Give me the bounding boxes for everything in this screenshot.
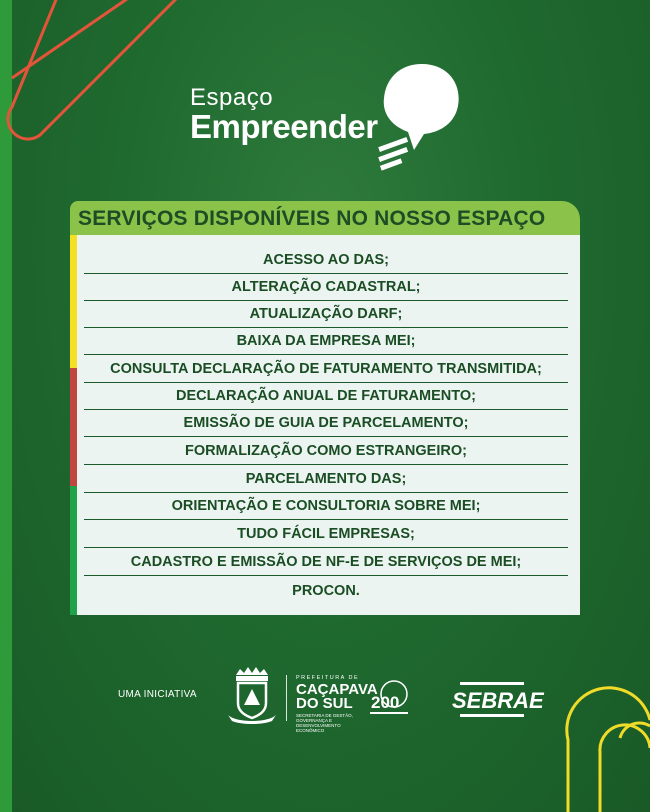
service-item: ORIENTAÇÃO E CONSULTORIA SOBRE MEI; — [84, 492, 568, 520]
lightbulb-logo-icon — [376, 62, 466, 172]
sebrae-text: SEBRAE — [452, 688, 544, 713]
service-item: EMISSÃO DE GUIA DE PARCELAMENTO; — [84, 409, 568, 437]
service-item: PROCON. — [292, 582, 360, 599]
accent-bar-green — [70, 486, 77, 615]
bottom-right-decoration — [560, 690, 650, 812]
secretaria-text: SECRETARIA DE GESTÃO, GOVERNANÇA E DESENVOLVIMENTO ECONÔMICO — [296, 713, 353, 733]
service-item: ACESSO AO DAS; — [84, 246, 568, 274]
accent-bar-yellow — [70, 235, 77, 368]
city-name — [296, 683, 378, 711]
service-item: BAIXA DA EMPRESA MEI; — [84, 327, 568, 355]
initiative-label: UMA INICIATIVA — [118, 689, 197, 700]
city-line-1: CAÇAPAVA — [296, 681, 378, 698]
service-item: ALTERAÇÃO CADASTRAL; — [84, 273, 568, 301]
prefeitura-label: PREFEITURA DE — [296, 675, 360, 681]
service-item: PARCELAMENTO DAS; — [84, 465, 568, 493]
services-panel — [70, 235, 580, 615]
espaco-empreender-logo — [190, 62, 470, 172]
service-item: CONSULTA DECLARAÇÃO DE FATURAMENTO TRANSMITIDA; — [84, 355, 568, 383]
anniversary-seal-icon — [368, 678, 412, 718]
top-left-decoration — [0, 0, 200, 150]
accent-bar-red — [70, 368, 77, 486]
brand-big-text: Empreender — [190, 108, 378, 145]
city-crest-icon — [226, 665, 278, 725]
anniversary-number: 200 — [371, 693, 400, 712]
services-title: SERVIÇOS DISPONÍVEIS NO NOSSO ESPAÇO — [78, 207, 546, 230]
brand-small-text: Espaço — [190, 84, 274, 111]
service-item: TUDO FÁCIL EMPRESAS; — [84, 520, 568, 548]
service-item: CADASTRO E EMISSÃO DE NF-E DE SERVIÇOS DE MEI; — [84, 548, 568, 576]
service-item: FORMALIZAÇÃO COMO ESTRANGEIRO; — [84, 437, 568, 465]
footer-divider — [286, 675, 287, 721]
city-line-2: DO SUL — [296, 695, 353, 712]
sebrae-logo-icon — [450, 682, 544, 718]
services-card — [70, 201, 580, 615]
services-header — [70, 201, 580, 237]
service-item: ATUALIZAÇÃO DARF; — [84, 300, 568, 328]
service-item: DECLARAÇÃO ANUAL DE FATURAMENTO; — [84, 382, 568, 410]
